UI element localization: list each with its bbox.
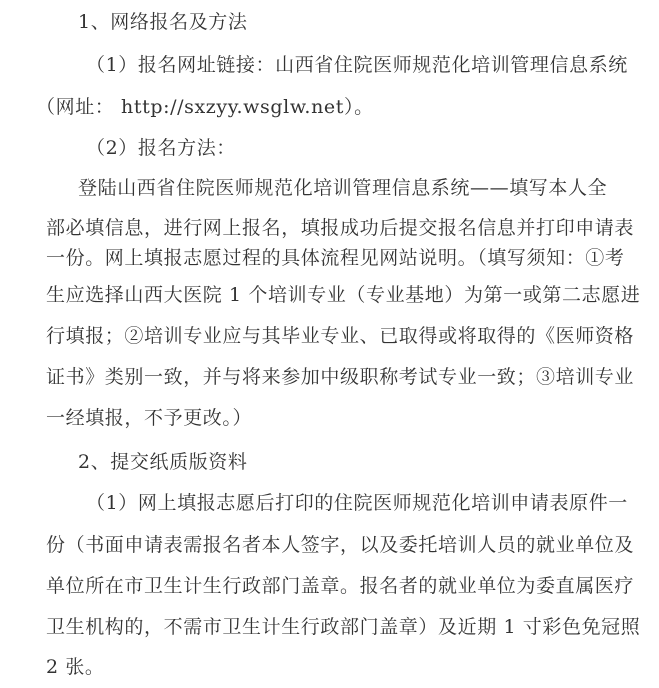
body-line: 行填报；②培训专业应与其毕业专业、已取得或将取得的《医师资格 (46, 325, 635, 347)
item-1-url-text: （1）报名网址链接：山西省住院医师规范化培训管理信息系统 (86, 54, 628, 76)
item-1-url-link[interactable]: （网址： http://sxzyy.wsglw.net）。 (36, 96, 374, 118)
body-line: 生应选择山西大医院 1 个培训专业（专业基地）为第一或第二志愿进 (46, 284, 641, 306)
body-line: 登陆山西省住院医师规范化培训管理信息系统——填写本人全 (78, 177, 608, 199)
body-line: 2 张。 (46, 656, 105, 678)
section-2-heading: 2、提交纸质版资料 (78, 451, 248, 473)
body-line: 一份。网上填报志愿过程的具体流程见网站说明。（填写须知：①考 (46, 247, 625, 269)
body-line: 份（书面申请表需报名者本人签字，以及委托培训人员的就业单位及 (46, 534, 635, 556)
body-line: 一经填报，不予更改。） (46, 407, 253, 429)
body-line: 部必填信息，进行网上报名，填报成功后提交报名信息并打印申请表 (46, 217, 635, 239)
body-line: 证书》类别一致，并与将来参加中级职称考试专业一致；③培训专业 (46, 366, 635, 388)
item-2-heading: （2）报名方法： (86, 137, 236, 159)
section-1-heading: 1、网络报名及方法 (78, 11, 248, 33)
body-line: 单位所在市卫生计生行政部门盖章。报名者的就业单位为委直属医疗 (46, 575, 635, 597)
body-line: （1）网上填报志愿后打印的住院医师规范化培训申请表原件一 (86, 492, 628, 514)
body-line: 卫生机构的，不需市卫生计生行政部门盖章）及近期 1 寸彩色免冠照 (46, 616, 641, 638)
